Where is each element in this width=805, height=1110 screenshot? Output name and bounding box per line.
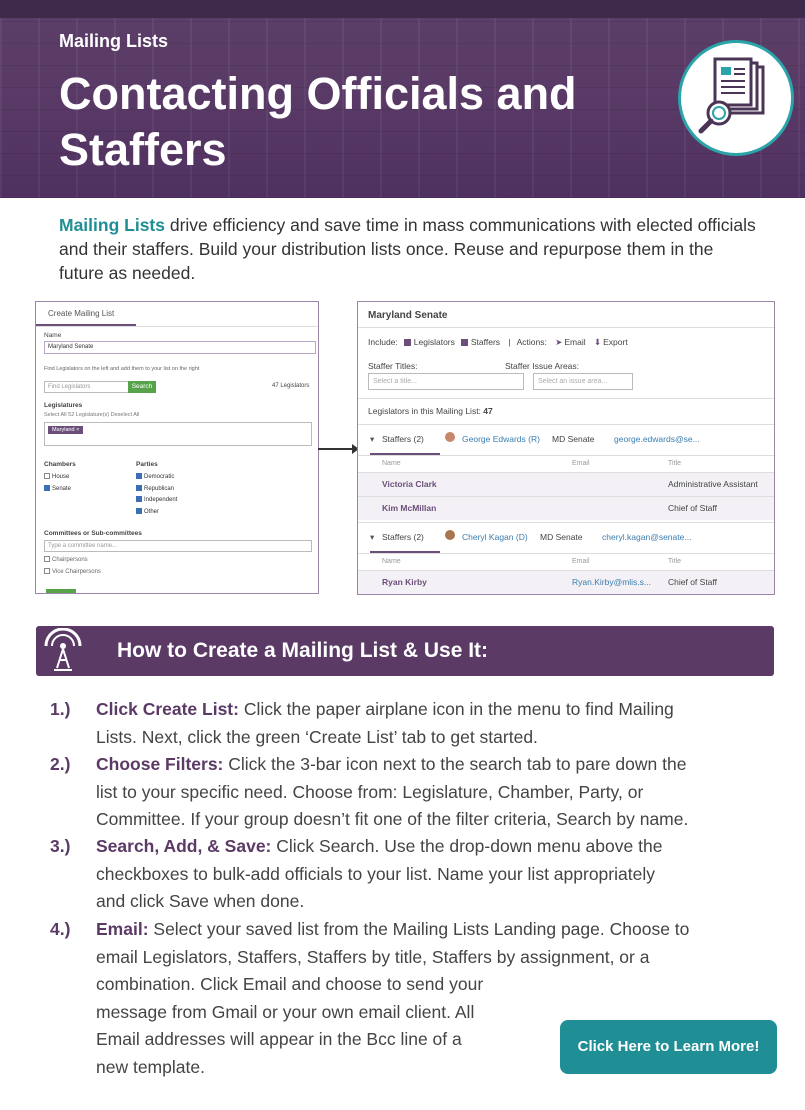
section-title: How to Create a Mailing List & Use It: [117,639,489,662]
export-action[interactable]: Export [603,337,628,347]
committees-label: Committees or Sub-committees [44,530,142,537]
checkbox-senate[interactable]: Senate [44,485,71,492]
parties-label: Parties [136,461,158,468]
avatar [445,530,455,540]
legislators-count: Legislators in this Mailing List: 47 [368,406,493,416]
staffer-group-row[interactable]: ▾ Staffers (2) George Edwards (R) MD Senate george.edwards@se... [370,434,700,444]
list-name-input[interactable]: Maryland Senate [44,341,316,354]
legislator-count: 47 Legislators [272,383,310,389]
kicker: Mailing Lists [59,31,169,51]
name-label: Name [44,332,62,339]
avatar [445,432,455,442]
find-legislators-input[interactable]: Find Legislators [44,381,152,393]
include-row: Include: Legislators Staffers | Actions: ➤ Email ⬇ Export [368,337,628,347]
hero-top-strip [0,0,805,18]
legislator-link[interactable]: Cheryl Kagan (D) [462,532,528,542]
chambers-label: Chambers [44,461,76,468]
staffer-group-row[interactable]: ▾ Staffers (2) Cheryl Kagan (D) MD Senate cheryl.kagan@senate... [370,532,692,542]
download-icon: ⬇ [594,337,602,347]
table-row[interactable]: Victoria Clark Administrative Assistant [358,473,775,496]
checkbox-house[interactable]: House [44,473,69,480]
document-search-icon [693,55,779,141]
learn-more-button[interactable]: Click Here to Learn More! [560,1020,777,1074]
intro-highlight: Mailing Lists [59,215,165,235]
step-1: Click Create List: Click the paper airplane icon in the menu to find Mailing Lists. Next, click the green ‘Create List’ tab to get started. [96,699,674,747]
step-2: Choose Filters: Click the 3-bar icon next to the search tab to pare down the list to your specific need. Choose from: Legislature, Chamber, Party, or Committee. If your group doesn’t fit one of the filter criteria, Search by name. [96,754,689,829]
table-row[interactable]: Ryan Kirby Ryan.Kirby@mlis.s... Chief of Staff [358,571,775,595]
save-button-edge[interactable] [46,589,76,593]
page-title: Contacting Officials and Staffers [59,68,577,175]
intro-paragraph [59,213,759,285]
paper-plane-icon: ➤ [555,337,563,347]
badge [678,40,794,156]
hero-banner [0,0,805,198]
step-number: 3.) [50,836,71,856]
select-all-links[interactable]: Select All 52 Legislature(s) Deselect All [44,412,140,418]
legislator-email[interactable]: cheryl.kagan@senate... [602,532,692,542]
checkbox-democratic[interactable]: Democratic [136,473,174,480]
legislators-check-icon [404,339,411,346]
checkbox-vice-chairpersons[interactable]: Vice Chairpersons [44,568,101,575]
mailing-list-screenshot: Maryland Senate Include: Legislators Staffers | Actions: ➤ Email ⬇ Export Staffer Titles: Select a title... Staffer Issue Areas: Select an issue area... Legislators in this Mailing List: 47 ▾ Staffers (2) George Edwards (R) MD Senate george.edwards@se... Name Email Title Victoria Clark Administrative Assistant Kim McMillan Chief of Staff ▾ Staffers (2) Cheryl Kagan (D) MD Senate cheryl.kagan@senate... Name Email Title Ryan Kirby Ryan.Kirby@mlis.s... Chief of Staff [357,301,775,595]
step-number: 4.) [50,919,71,939]
include-staffers[interactable]: Staffers [470,337,501,347]
search-button[interactable]: Search [128,381,156,393]
intro-text: drive efficiency and save time in mass communications with elected officials and their staffers. Build your distribution lists once. Reuse and repurpose them in the future as needed. [59,215,756,283]
legislator-email[interactable]: george.edwards@se... [614,434,700,444]
include-legislators[interactable]: Legislators [413,337,455,347]
issue-areas-select[interactable]: Select an issue area... [533,373,633,390]
legislator-link[interactable]: George Edwards (R) [462,434,540,444]
staffer-titles-label: Staffer Titles: [368,361,418,371]
step-number: 1.) [50,699,71,719]
section-header [36,626,774,676]
step-number: 2.) [50,754,71,774]
hint-text: Find Legislators on the left and add them to your list on the right [44,366,200,372]
staffers-check-icon [461,339,468,346]
checkbox-independent[interactable]: Independent [136,496,177,503]
checkbox-chairpersons[interactable]: Chairpersons [44,556,88,563]
staffer-titles-select[interactable]: Select a title... [368,373,524,390]
list-title: Maryland Senate [358,302,775,328]
checkbox-other[interactable]: Other [136,508,159,515]
maryland-tag[interactable]: Maryland × [48,426,83,434]
table-row[interactable]: Kim McMillan Chief of Staff [358,497,775,520]
create-list-screenshot [35,301,319,594]
committee-input[interactable]: Type a committee name... [44,540,312,552]
checkbox-republican[interactable]: Republican [136,485,174,492]
step-4: Email: Select your saved list from the Mailing Lists Landing page. Choose to email Legislators, Staffers, Staffers by title, Staffers by assignment, or a combination. Click Email and choose to send your message from Gmail or your own email client. All Email addresses will appear in the Bcc line of a new template. [96,919,690,1077]
legislatures-label: Legislatures [44,402,83,409]
email-action[interactable]: Email [564,337,586,347]
satellite-dish-icon [40,628,86,674]
legislatures-picker[interactable] [44,422,312,446]
issue-areas-label: Staffer Issue Areas: [505,361,580,371]
step-3: Search, Add, & Save: Click Search. Use the drop-down menu above the checkboxes to bulk-add officials to your list. Name your list appropriately and click Save when done. [96,836,663,911]
tab-create-mailing-list[interactable]: Create Mailing List [36,302,136,326]
